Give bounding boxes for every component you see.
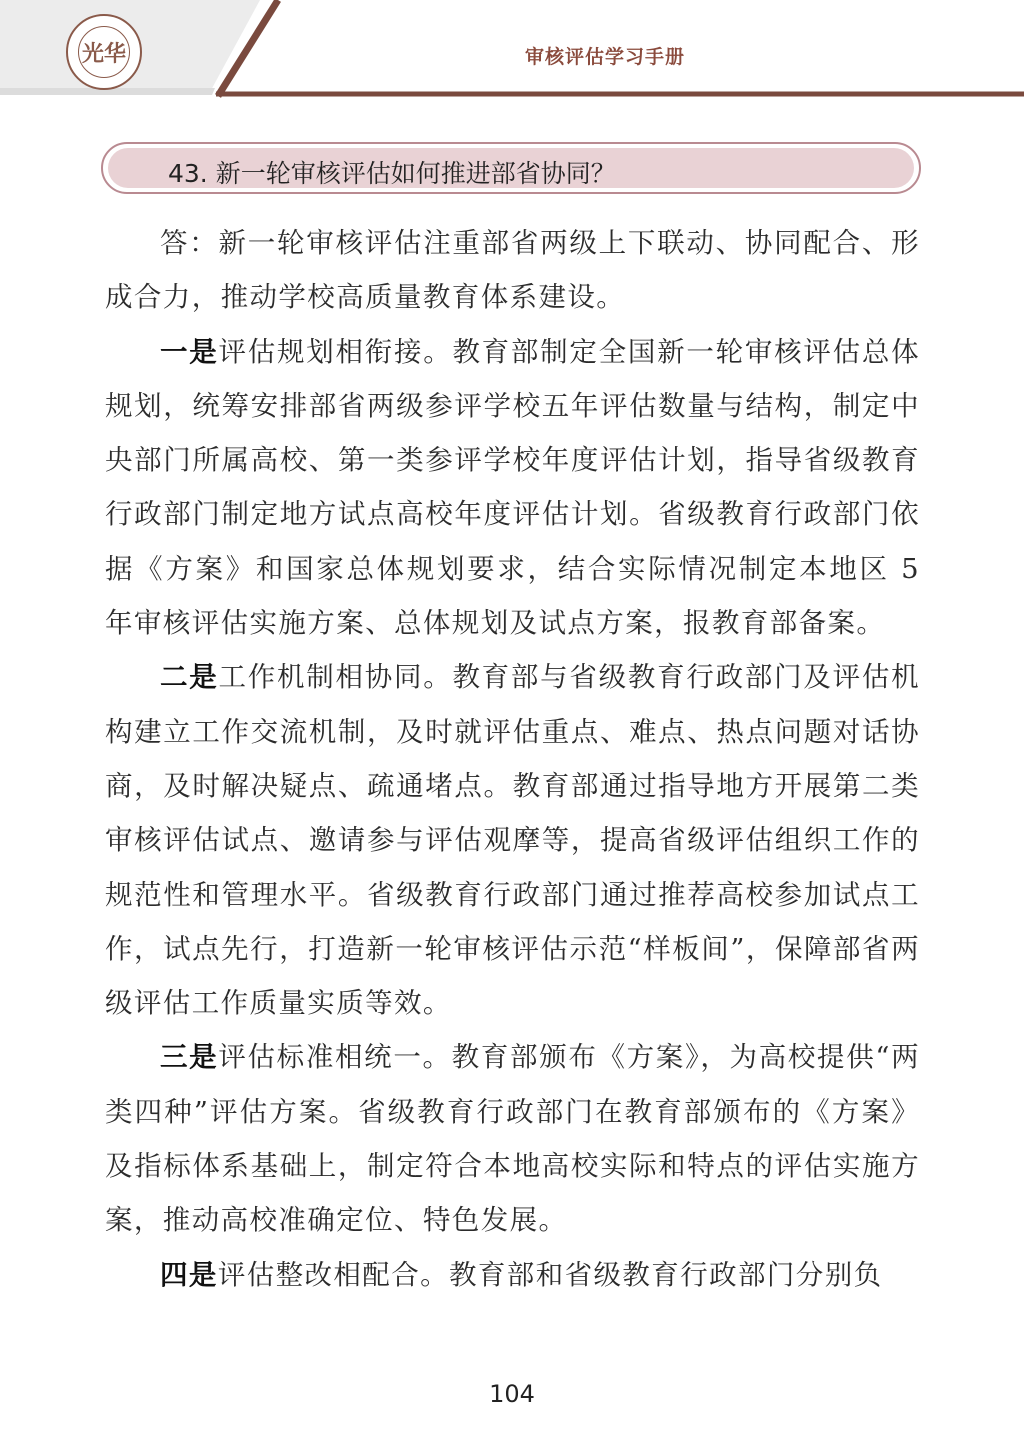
header-title: 审核评估学习手册 [524,46,685,68]
question-box-fill [108,148,914,188]
paragraph-point-4 [105,1248,920,1302]
paragraph-point-3 [105,1030,920,1247]
question-title: 43. 新一轮审核评估如何推进部省协同？ [168,159,616,188]
paragraph-text: 评估规划相衔接。教育部制定全国新一轮审核评估总体规划，统筹安排部省两级参评学校五年评估数量与结构，制定中央部门所属高校、第一类参评学校年度评估计划，指导省级教育行政部门制定地方试点高校年度评估计划。省级教育行政部门依据《方案》和国家总体规划要求，结合实际情况制定本地区 5 年审核评估实施方案、总体规划及试点方案，报教育部备案。 [105,335,920,640]
paragraph-lead: 三是 [160,1041,219,1074]
university-logo [66,14,142,90]
paragraph-text: 答：新一轮审核评估注重部省两级上下联动、协同配合、形成合力，推动学校高质量教育体系建设。 [105,227,920,314]
paragraph-point-1 [105,325,920,651]
paragraph-lead: 一是 [160,335,219,368]
paragraph-text: 评估标准相统一。教育部颁布《方案》，为高校提供“两类四种”评估方案。省级教育行政部门在教育部颁布的《方案》及指标体系基础上，制定符合本地高校实际和特点的评估实施方案，推动高校准确定位、特色发展。 [105,1041,920,1237]
answer-body [105,216,920,1302]
logo-glyph: 光华 [81,40,126,67]
paragraph-point-2 [105,650,920,1030]
page-number: 104 [489,1380,535,1408]
paragraph-text: 评估整改相配合。教育部和省级教育行政部门分别负 [217,1258,883,1291]
paragraph-lead: 二是 [160,661,219,694]
page-header [0,0,1024,100]
paragraph-text: 工作机制相协同。教育部与省级教育行政部门及评估机构建立工作交流机制，及时就评估重点、难点、热点问题对话协商，及时解决疑点、疏通堵点。教育部通过指导地方开展第二类审核评估试点、邀请参与评估观摩等，提高省级评估组织工作的规范性和管理水平。省级教育行政部门通过推荐高校参加试点工作，试点先行，打造新一轮审核评估示范“样板间”，保障部省两级评估工作质量实质等效。 [105,661,920,1020]
paragraph-lead: 四是 [160,1258,218,1291]
paragraph-intro [105,216,920,325]
logo-inner-ring [78,26,130,78]
question-box [101,142,921,194]
